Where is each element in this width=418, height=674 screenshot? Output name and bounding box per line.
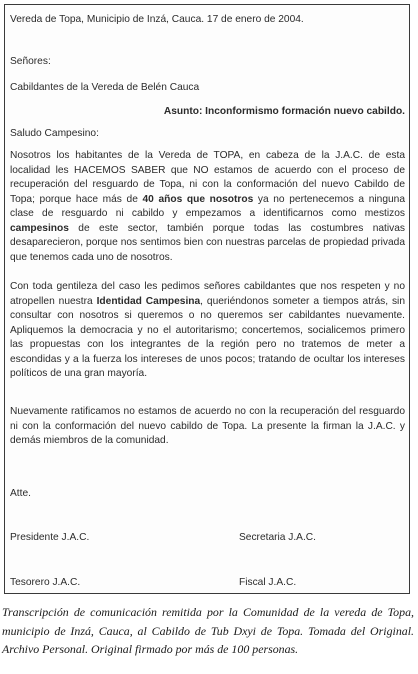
closing: Atte.	[10, 488, 31, 499]
paragraph-3: Nuevamente ratificamos no estamos de acuerdo no con la recuperación del resguardo ni con la conformación del nuevo cabildo de Topa. La presente la firman la J.A.C. y demás miembros de la comunidad.	[10, 406, 405, 447]
signature-secretary: Secretaria J.A.C.	[239, 532, 316, 543]
letter-document	[4, 4, 410, 594]
paragraph-1-text-1: Nosotros los habitantes de la Vereda de TOPA, en cabeza de la J.A.C. de esta localidad les HACEMOS SABER que NO estamos de acuerdo con el proceso de recuperación del resguardo de Topa, ni con la conformación del nuevo Cabildo de Topa; porque hace más de	[10, 150, 405, 205]
paragraph-1-bold-2: campesinos	[10, 222, 69, 234]
paragraph-1	[10, 149, 405, 265]
signature-fiscal: Fiscal J.A.C.	[239, 577, 297, 588]
signature-president: Presidente J.A.C.	[10, 532, 90, 543]
place-date: Vereda de Topa, Municipio de Inzá, Cauca. 17 de enero de 2004.	[10, 14, 304, 25]
figure-caption: Transcripción de comunicación remitida por la Comunidad de la vereda de Topa, municipio de Inzá, Cauca, al Cabildo de Tub Dxyi de Topa. Tomada del Original. Archivo Personal. Original firmado por más de 100 personas.	[2, 605, 414, 656]
greeting: Saludo Campesino:	[10, 128, 99, 139]
signature-treasurer: Tesorero J.A.C.	[10, 577, 81, 588]
paragraph-1-text-3: de este sector, también porque todas las costumbres nativas desaparecieron, porque nos sentimos bien con nuestras parcelas de propiedad privada que tenemos cada uno de nosotros.	[10, 222, 405, 263]
subject: Asunto: Inconformismo formación nuevo cabildo.	[163, 106, 405, 117]
paragraph-2-bold-1: Identidad Campesina	[96, 295, 201, 307]
recipient: Cabildantes de la Vereda de Belén Cauca	[10, 82, 200, 93]
salutation-to: Señores:	[10, 56, 51, 67]
paragraph-1-text-2: ya no pertenecemos a ninguna clase de resguardo ni cabildo y empezamos a identificarnos como mestizos	[10, 193, 405, 220]
paragraph-1-bold-1: 40 años que nosotros	[142, 193, 254, 205]
paragraph-2	[10, 280, 405, 382]
paragraph-2-text-1: Con toda gentileza del caso les pedimos señores cabildantes que nos respeten y no atropellen nuestra	[10, 281, 405, 307]
paragraph-2-text-2: , queriéndonos someter a tiempos atrás, sin consultar con nosotros si queremos o no queremos ser cabildantes nuevamente. Apliquemos la democracia y no el autoritarismo; concertemos, socialicemos primero las propuestas con los integrantes de la región pero no tratemos de meter a escondidas y a la fuerza los intereses de unos pocos; tratando de ocultar los intereses políticos de una gran mayoría.	[10, 295, 405, 380]
